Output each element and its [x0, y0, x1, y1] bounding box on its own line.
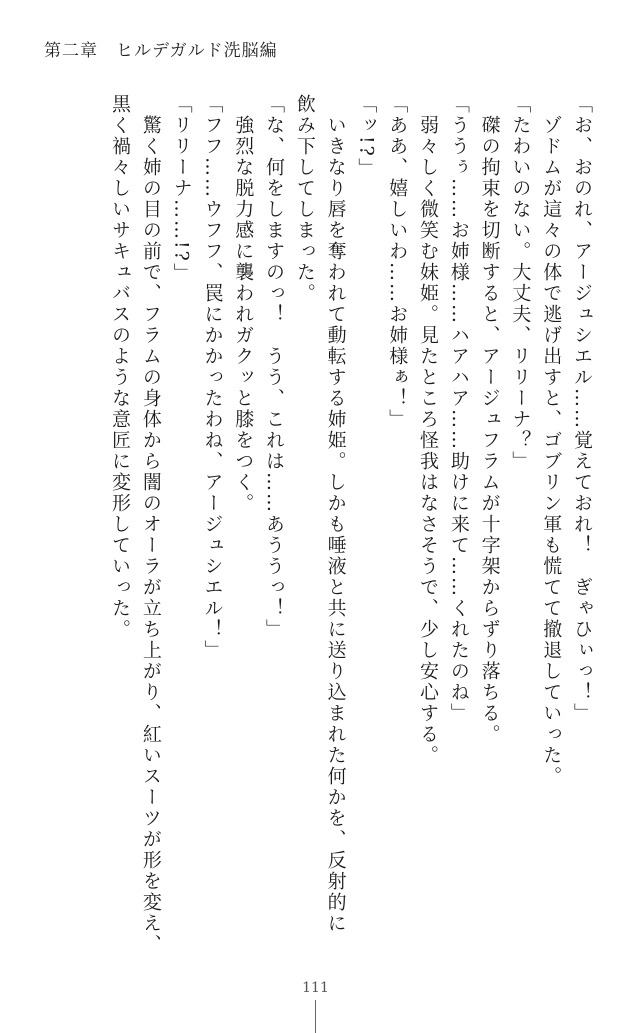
text-line: いきなり唇を奪われて動転する姉姫。しかも唾液と共に送り込まれた何かを、反射的に: [324, 94, 347, 934]
page-marker-rule: [315, 1000, 316, 1033]
novel-body-text: [57, 94, 597, 964]
text-line: 「リリーナ……!?」: [170, 94, 193, 284]
running-title: 第二章 ヒルデガルド洗脳編: [44, 41, 278, 61]
text-line: 強烈な脱力感に襲われガクッと膝をつく。: [232, 94, 255, 514]
text-line: 黒く禍々しいサキュバスのような意匠に変形していった。: [109, 94, 132, 640]
text-line: 「ッ!?」: [355, 94, 378, 179]
text-line: 驚く姉の目の前で、フラムの身体から闇のオーラが立ち上がり、紅いスーツが形を変え、: [139, 94, 162, 955]
text-line: 弱々しく微笑む妹姫。見たところ怪我はなさそうで、少し安心する。: [417, 94, 440, 766]
text-line: 「な、何をしますのっ！ うう、これは……あううっ！」: [263, 94, 286, 640]
text-line: ゾドムが這々の体で逃げ出すと、ゴブリン軍も慌てて撤退していった。: [540, 94, 563, 787]
text-line: 「ああ、嬉しいわ……お姉様ぁ！」: [386, 94, 409, 430]
text-line: 「お、おのれ、アージュシエル……覚えておれ！ ぎゃひぃっ！」: [571, 94, 593, 724]
text-line: 「フフ……ウフフ、罠にかかったわね、アージュシエル！」: [201, 94, 224, 661]
text-line: 「ううぅ……お姉様……ハアハア……助けに来て……くれたのね」: [447, 94, 470, 724]
text-line: 磔の拘束を切断すると、アージュフラムが十字架からずり落ちる。: [478, 94, 501, 745]
page-number: 111: [302, 980, 329, 996]
text-line: 「たわいのない。大丈夫、リリーナ？」: [509, 94, 532, 472]
text-line: 飲み下してしまった。: [293, 94, 316, 304]
